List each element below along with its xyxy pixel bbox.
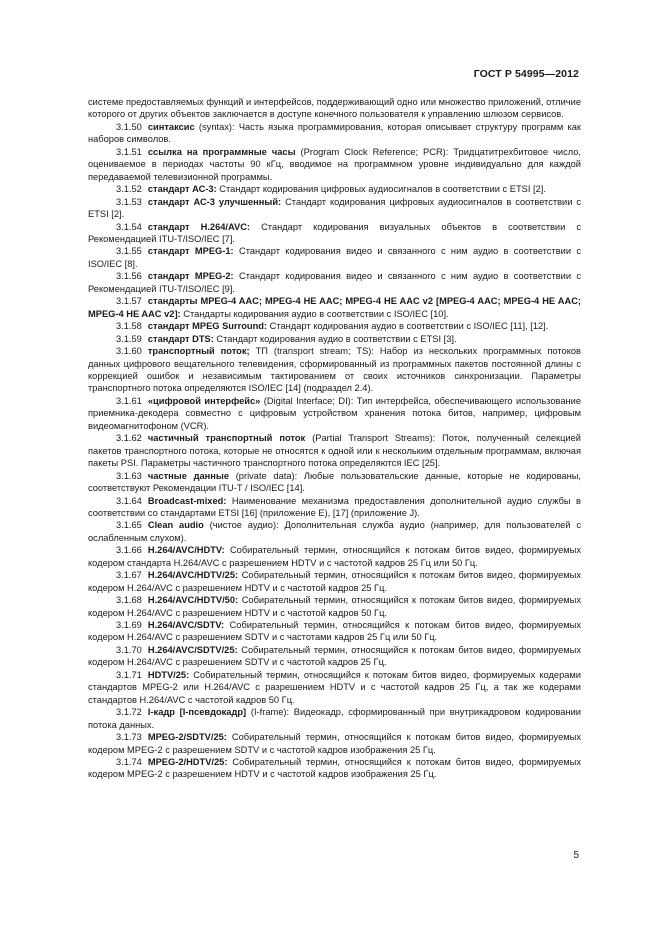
entry-number: 3.1.67 <box>116 570 142 581</box>
definition-entry <box>88 644 581 669</box>
entry-number: 3.1.50 <box>116 121 142 132</box>
entry-term: Broadcast-mixed: <box>147 495 227 506</box>
entry-term: стандарты MPEG-4 AAC; MPEG-4 HE AAC; MPEG-4 HE AAC v2 [MPEG-4 AAC; MPEG-4 HE AAC; MPEG-4 HE AAC v2]: <box>88 296 581 319</box>
entry-term: «цифровой интерфейс» <box>147 395 261 406</box>
entry-definition: Стандарт кодирования видео и связанного с ним аудио в соответствии с ISO/IEC [8]. <box>88 246 582 269</box>
definition-entry <box>88 183 581 195</box>
entry-number: 3.1.53 <box>116 196 142 207</box>
entry-definition: Собирательный термин, относящийся к потокам битов видео, формируемых кодерами стандартов MPEG-2 или H.264/AVC с разрешением HDTV и с частотой кадров 25 Гц, а так же кодерами стандартов H.264/AVC с частотой кадров 50 Гц. <box>88 669 581 705</box>
entry-definition: (Partial Transport Streams): Поток, полученный селекцией пакетов транспортного потока, которые не относятся к одной или к нескольким отдельным программам, включая пакеты PSI. Параметры частичного транспортного потока определяются IEC [25]. <box>88 433 581 469</box>
definition-entry <box>88 320 581 332</box>
entry-number: 3.1.71 <box>116 669 142 680</box>
definition-entry <box>88 519 581 544</box>
entry-term: MPEG-2/SDTV/25: <box>147 732 227 743</box>
entry-number: 3.1.65 <box>116 520 142 531</box>
entry-definition: Стандарт кодирования визуальных объектов в соответствии с Рекомендацией ITU-T/ISO/IEC [7]. <box>88 221 581 244</box>
entry-number: 3.1.70 <box>116 644 142 655</box>
page-number: 5 <box>573 850 579 861</box>
entry-number: 3.1.58 <box>116 321 142 332</box>
entry-term: H.264/AVC/HDTV: <box>147 545 225 556</box>
definition-entry <box>88 731 581 756</box>
definition-entry <box>88 569 581 594</box>
entry-definition: Стандарт кодирования видео и связанного с ним аудио в соответствии с Рекомендацией ITU-T/ISO/IEC [9]. <box>88 271 582 294</box>
entry-term: стандарт MPEG-1: <box>147 246 234 257</box>
entry-definition: (syntax): Часть языка программирования, которая описывает структуру программ как наборов символов. <box>88 121 581 145</box>
entry-number: 3.1.61 <box>116 395 142 406</box>
definitions-list <box>88 121 581 781</box>
definition-entry <box>88 432 581 469</box>
entry-number: 3.1.57 <box>116 296 142 307</box>
entry-number: 3.1.51 <box>116 146 142 157</box>
definition-entry <box>88 333 581 345</box>
entry-term: частные данные <box>147 470 229 481</box>
entry-definition: Собирательный термин, относящийся к потокам битов видео, формируемых кодером H.264/AVC с разрешением HDTV и с частотой кадров 50 Гц. <box>88 595 581 618</box>
entry-number: 3.1.69 <box>116 620 142 631</box>
entry-definition: (private data): Любые пользовательские данные, которые не кодированы, соответствуют Рекомендации ITU-T / ISO/IEC [14]. <box>88 470 581 494</box>
entry-definition: Собирательный термин, относящийся к потокам битов видео, формируемых кодером H.264/AVC с разрешением SDTV и с частотой кадров 25 Гц. <box>88 644 581 668</box>
entry-number: 3.1.56 <box>116 271 142 282</box>
definition-entry <box>88 345 581 395</box>
intro-paragraph: системе предоставляемых функций и интерфейсов, поддерживающий одно или множество приложений, отличие которого от других объектов заключается в доступе конечного пользователя к управлению шлюзом сервисов. <box>88 97 581 120</box>
entry-number: 3.1.62 <box>116 433 142 444</box>
entry-definition: Собирательный термин, относящийся к потокам битов видео, формируемых кодером MPEG-2 с разрешением HDTV и с частотой кадров изображения 25 Гц. <box>88 757 581 780</box>
document-body <box>88 96 581 781</box>
entry-term: H.264/AVC/HDTV/50: <box>147 595 239 606</box>
entry-definition: Собирательный термин, относящийся к потокам битов видео, формируемых кодером H.264/AVC с разрешением SDTV и с частотами кадров 25 Гц или 50 Гц. <box>88 620 581 643</box>
entry-definition: Стандарт кодирования цифровых аудиосигналов в соответствии с ETSI [2]. <box>88 196 582 220</box>
standard-header: ГОСТ Р 54995—2012 <box>473 68 579 80</box>
entry-term: транспортный поток; <box>147 346 250 357</box>
entry-term: ссылка на программные часы <box>147 146 296 157</box>
definition-entry <box>88 295 581 320</box>
definition-entry <box>88 594 581 619</box>
entry-definition: Собирательный термин, относящийся к потокам битов видео, формируемых кодером H.264/AVC с разрешением HDTV и с частотой кадров 25 Гц. <box>88 570 581 593</box>
definition-entry <box>88 619 581 644</box>
entry-term: HDTV/25: <box>147 669 190 680</box>
entry-definition: Стандарт кодирования цифровых аудиосигналов в соответствии с ETSI [2]. <box>216 184 546 195</box>
entry-number: 3.1.72 <box>116 707 142 718</box>
entry-definition: (чистое аудио): Дополнительная служба аудио (например, для пользователей с ослабленным слухом). <box>88 520 581 543</box>
entry-number: 3.1.59 <box>116 333 142 344</box>
definition-entry <box>88 669 581 706</box>
entry-definition: Собирательный термин, относящийся к потокам битов видео, формируемых кодером MPEG-2 с разрешением SDTV и с частотой кадров изображения 25 Гц. <box>88 732 581 755</box>
entry-term: H.264/AVC/SDTV: <box>147 620 225 631</box>
entry-definition: (Digital Interface; DI): Тип интерфейса, обеспечивающего использование приемника-декодера совместно с цифровым устройством хранения потока битов, например, цифровым видеомагнитофоном (VCR). <box>88 395 581 431</box>
definition-entry <box>88 470 581 495</box>
entry-definition: Стандарты кодирования аудио в соответствии с ISO/IEC [10]. <box>180 308 449 319</box>
definition-entry <box>88 544 581 569</box>
entry-term: частичный транспортный поток <box>147 433 306 444</box>
entry-definition: (I-frame): Видеокадр, сформированный при внутрикадровом кодировании потока данных. <box>88 707 581 730</box>
entry-term: Clean audio <box>147 520 204 531</box>
entry-term: стандарт АС-3: <box>147 184 217 195</box>
entry-number: 3.1.54 <box>116 221 142 232</box>
definition-entry <box>88 395 581 432</box>
definition-entry <box>88 146 581 183</box>
entry-term: стандарт АС-3 улучшенный: <box>147 196 282 207</box>
entry-term: стандарт MPEG-2: <box>147 271 234 282</box>
entry-definition: ТП (transport stream; TS): Набор из нескольких программных потоков данных цифрового вещательного телевидения, сформированный из программных пакетов постоянной длины с коррекцией ошибок и независимым тактированием от своих источников синхронизации. Параметры транспортного потока определяются ISO/IEC [14] (подраздел 2.4). <box>88 346 581 394</box>
entry-term: I-кадр [I-псевдокадр] <box>147 707 247 718</box>
entry-number: 3.1.52 <box>116 184 142 195</box>
definition-entry <box>88 196 581 221</box>
entry-term: стандарт DTS: <box>147 333 214 344</box>
entry-term: синтаксис <box>147 121 195 132</box>
entry-term: стандарт H.264/AVC: <box>147 221 251 232</box>
entry-number: 3.1.60 <box>116 346 142 357</box>
definition-entry <box>88 221 581 246</box>
entry-number: 3.1.63 <box>116 470 142 481</box>
definition-entry <box>88 270 581 295</box>
entry-number: 3.1.74 <box>116 757 142 768</box>
definition-entry <box>88 121 581 146</box>
entry-number: 3.1.66 <box>116 545 142 556</box>
entry-number: 3.1.64 <box>116 495 142 506</box>
entry-term: H.264/AVC/SDTV/25: <box>147 644 238 655</box>
entry-definition: Стандарт кодирования аудио в соответствии с ISO/IEC [11], [12]. <box>267 321 549 332</box>
entry-term: H.264/AVC/HDTV/25: <box>147 570 239 581</box>
definition-entry <box>88 245 581 270</box>
entry-definition: Наименование механизма предоставления дополнительной аудио службы в соответствии со стандартами ETSI [16] (приложение Е), [17] (приложение J). <box>88 495 581 518</box>
entry-number: 3.1.68 <box>116 595 142 606</box>
entry-number: 3.1.55 <box>116 246 142 257</box>
entry-number: 3.1.73 <box>116 732 142 743</box>
definition-entry <box>88 756 581 781</box>
entry-definition: Собирательный термин, относящийся к потокам битов видео, формируемых кодером стандарта H.264/AVC с разрешением HDTV и с частотой кадров 25 Гц или 50 Гц. <box>88 545 581 568</box>
definition-entry <box>88 495 581 520</box>
entry-definition: Стандарт кодирования аудио в соответствии с ETSI [3]. <box>213 333 457 344</box>
entry-term: MPEG-2/HDTV/25: <box>147 757 228 768</box>
entry-term: стандарт MPEG Surround: <box>147 321 268 332</box>
entry-definition: (Program Clock Reference; PCR): Тридцатитрехбитовое число, оцениваемое в периодах частоты 90 кГц, вводимое на программном уровне индивидуально для каждой передаваемой телевизионной программы. <box>88 146 581 182</box>
definition-entry <box>88 706 581 731</box>
